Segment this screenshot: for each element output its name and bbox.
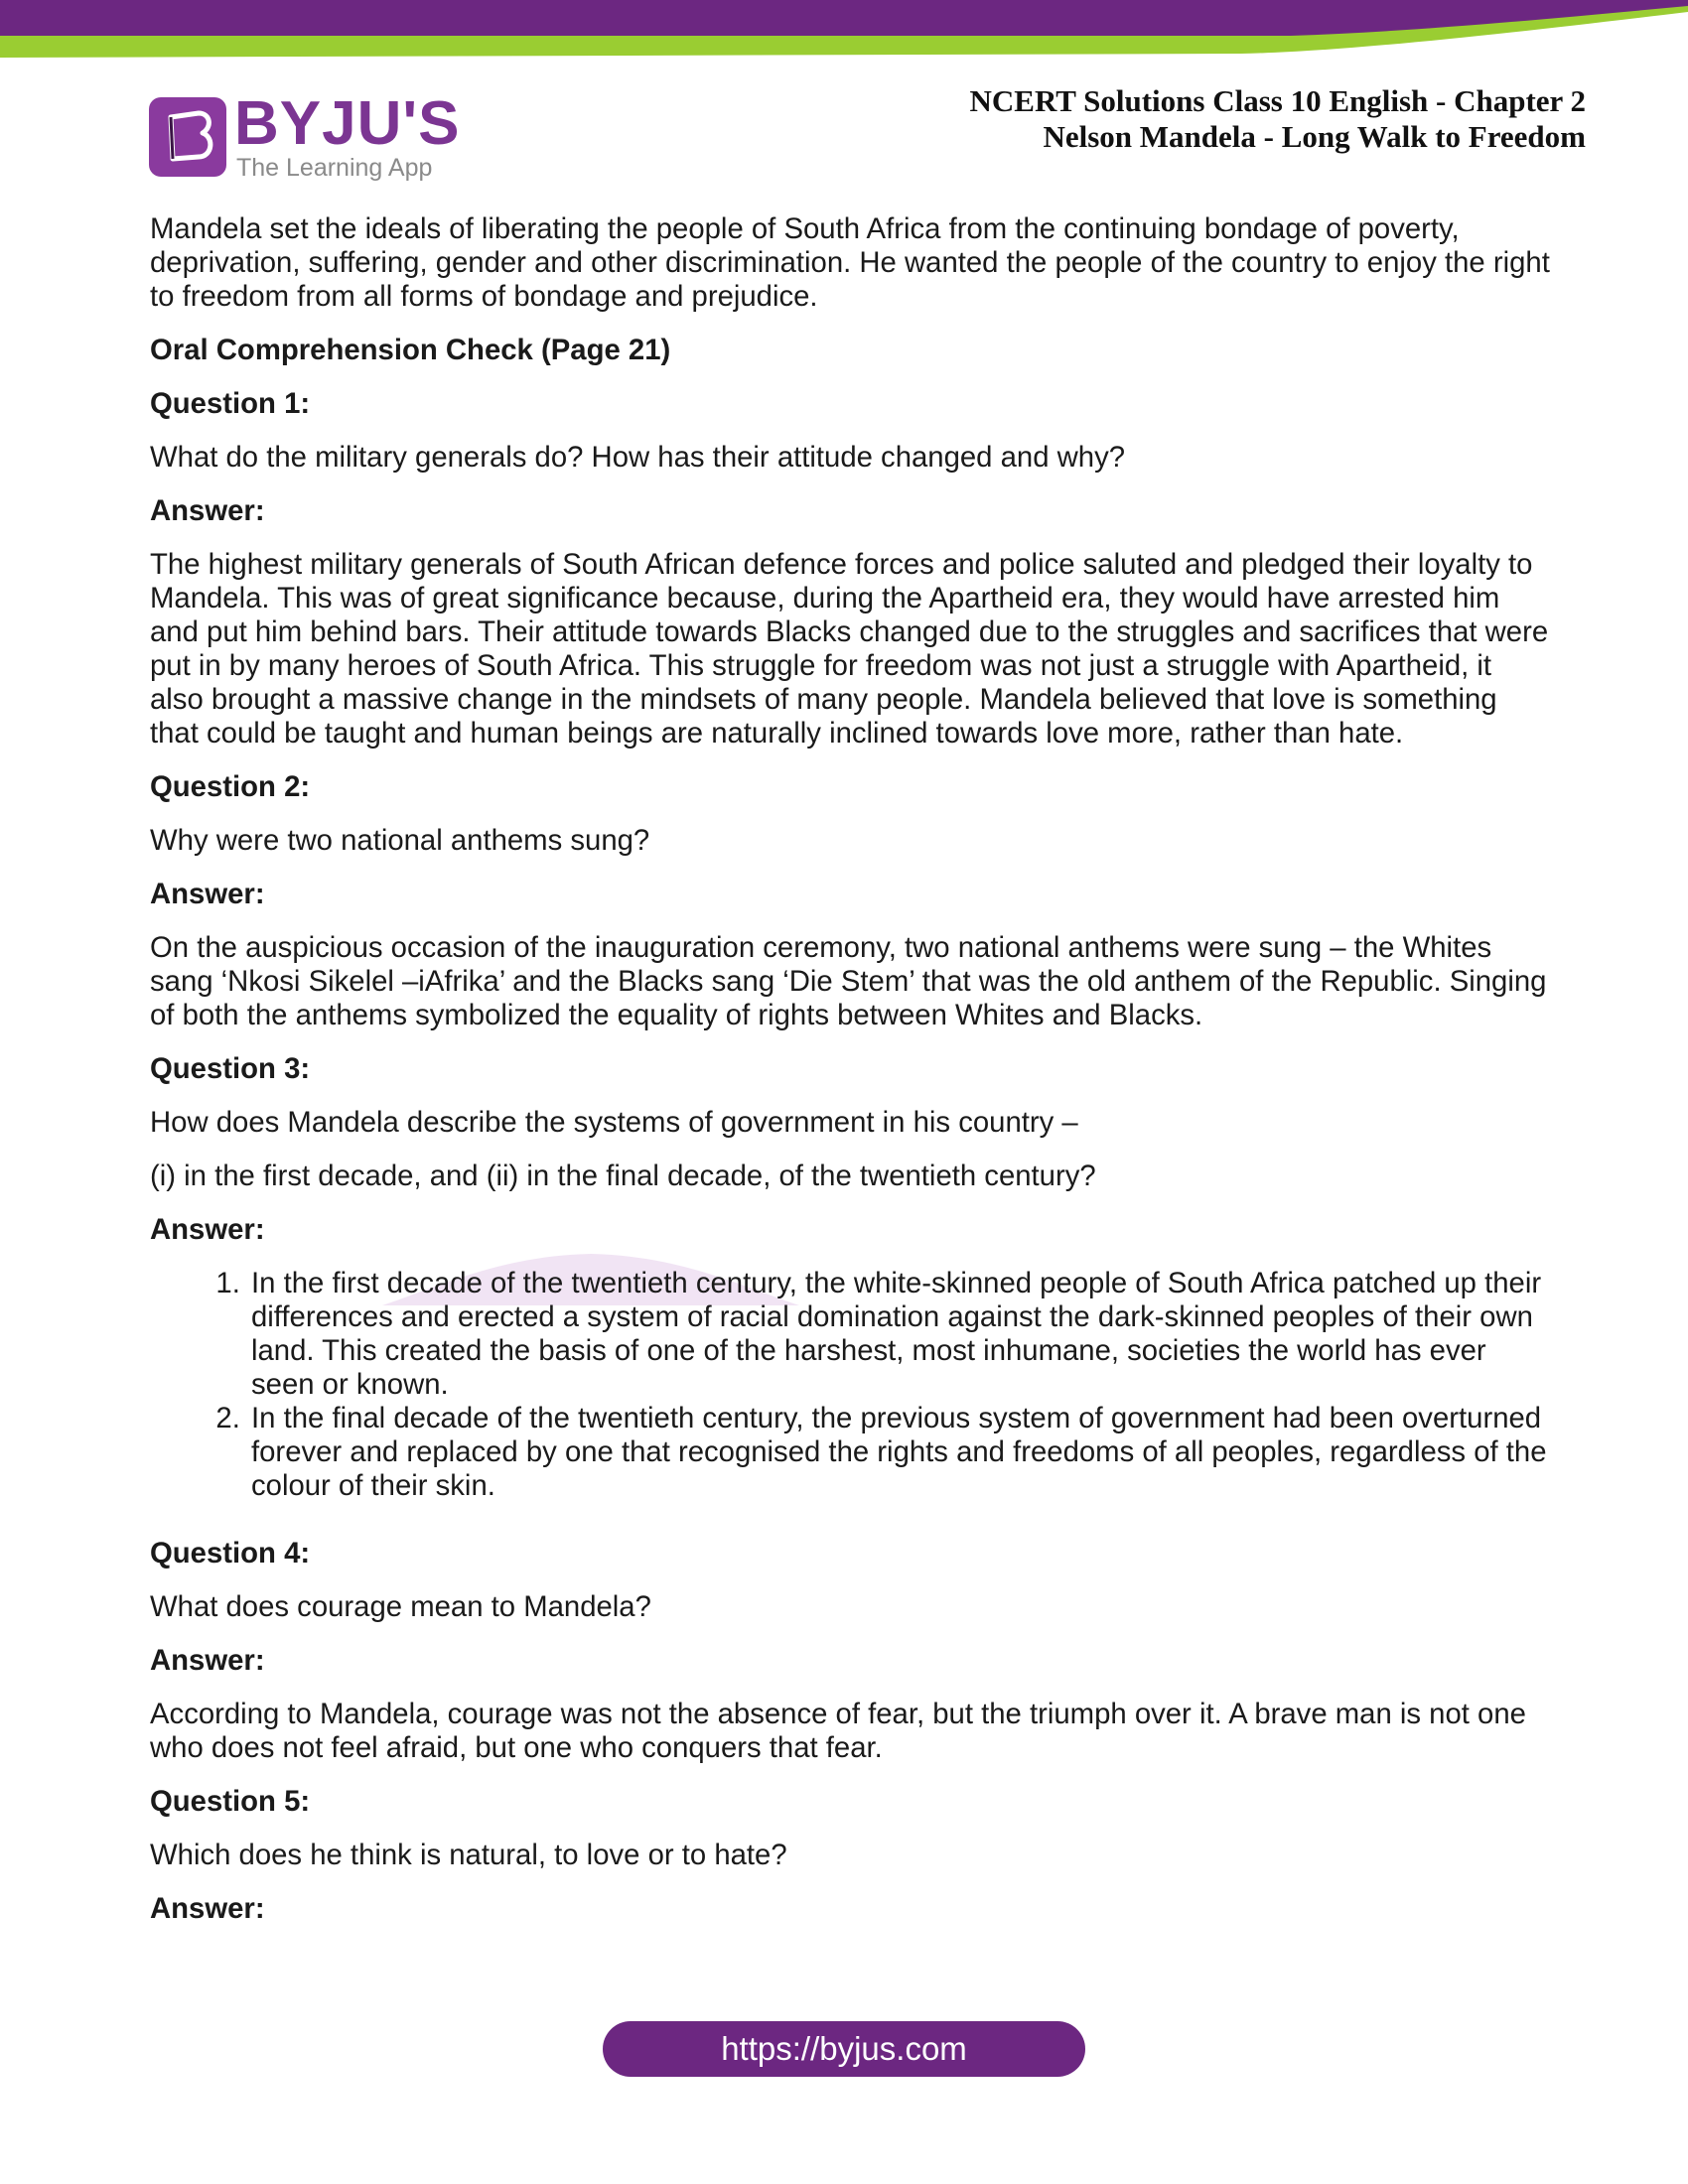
answer-2-text: On the auspicious occasion of the inauguration ceremony, two national anthems were sung – the Whites sang ‘Nkosi Sikelel –iAfrika’ and the Blacks sang ‘Die Stem’ that was the old anthem of the Republic. Singing of both the anthems symbolized the equality of rights between Whites and Blacks. [150, 931, 1547, 1031]
answer-3-list [150, 1267, 1550, 1503]
question-4-text: What does courage mean to Mandela? [150, 1590, 651, 1623]
section-heading: Oral Comprehension Check (Page 21) [150, 334, 671, 366]
answer-5-label: Answer: [150, 1892, 265, 1925]
answer-1-label: Answer: [150, 494, 265, 527]
question-5-label: Question 5: [150, 1785, 311, 1818]
list-item: 2. In the final decade of the twentieth century, the previous system of government had been overturned forever and replaced by one that recognised the rights and freedoms of all peoples, regardless of the colour of their skin. [248, 1402, 1550, 1503]
logo-wordmark: BYJU'S [234, 89, 461, 158]
question-1-text: What do the military generals do? How has their attitude changed and why? [150, 441, 1126, 474]
document-body [150, 212, 1550, 1946]
intro-paragraph: Mandela set the ideals of liberating the people of South Africa from the continuing bondage of poverty, deprivation, suffering, gender and other discrimination. He wanted the people of the country to enjoy the right to freedom from all forms of bondage and prejudice. [150, 212, 1550, 313]
logo-tagline: The Learning App [236, 154, 433, 182]
logo-badge-icon [149, 97, 226, 177]
answer-4-label: Answer: [150, 1644, 265, 1677]
answer-4-text: According to Mandela, courage was not the absence of fear, but the triumph over it. A brave man is not one who does not feel afraid, but one who conquers that fear. [150, 1698, 1526, 1764]
header-line-2: Nelson Mandela - Long Walk to Freedom [1043, 119, 1586, 154]
question-2-text: Why were two national anthems sung? [150, 824, 650, 857]
question-1-label: Question 1: [150, 387, 311, 420]
footer-url-link[interactable]: https://byjus.com [603, 2021, 1085, 2077]
logo-b-icon [149, 97, 226, 177]
question-5-text: Which does he think is natural, to love or to hate? [150, 1839, 787, 1871]
list-item: 1. In the first decade of the twentieth century, the white-skinned people of South Africa patched up their differences and erected a system of racial domination against the dark-skinned peoples of their own land. This created the basis of one of the harshest, most inhumane, societies the world has ever seen or known. [248, 1267, 1550, 1402]
question-2-label: Question 2: [150, 770, 311, 803]
answer-2-label: Answer: [150, 878, 265, 910]
header-line-1: NCERT Solutions Class 10 English - Chapter 2 [969, 83, 1586, 118]
question-3-text-line-2: (i) in the first decade, and (ii) in the final decade, of the twentieth century? [150, 1160, 1096, 1192]
answer-1-text: The highest military generals of South African defence forces and police saluted and pledged their loyalty to Mandela. This was of great significance because, during the Apartheid era, they would have arrested him and put him behind bars. Their attitude towards Blacks changed due to the struggles and sacrifices that were put in by many heroes of South Africa. This struggle for freedom was not just a struggle with Apartheid, it also brought a massive change in the mindsets of many people. Mandela believed that love is something that could be taught and human beings are naturally inclined towards love more, rather than hate. [150, 548, 1549, 750]
document-header [970, 83, 1587, 155]
answer-3-label: Answer: [150, 1213, 265, 1246]
question-3-label: Question 3: [150, 1052, 311, 1085]
question-4-label: Question 4: [150, 1537, 311, 1570]
question-3-text-line-1: How does Mandela describe the systems of government in his country – [150, 1106, 1078, 1139]
top-decorative-band [0, 0, 1688, 60]
byjus-logo [149, 89, 461, 183]
